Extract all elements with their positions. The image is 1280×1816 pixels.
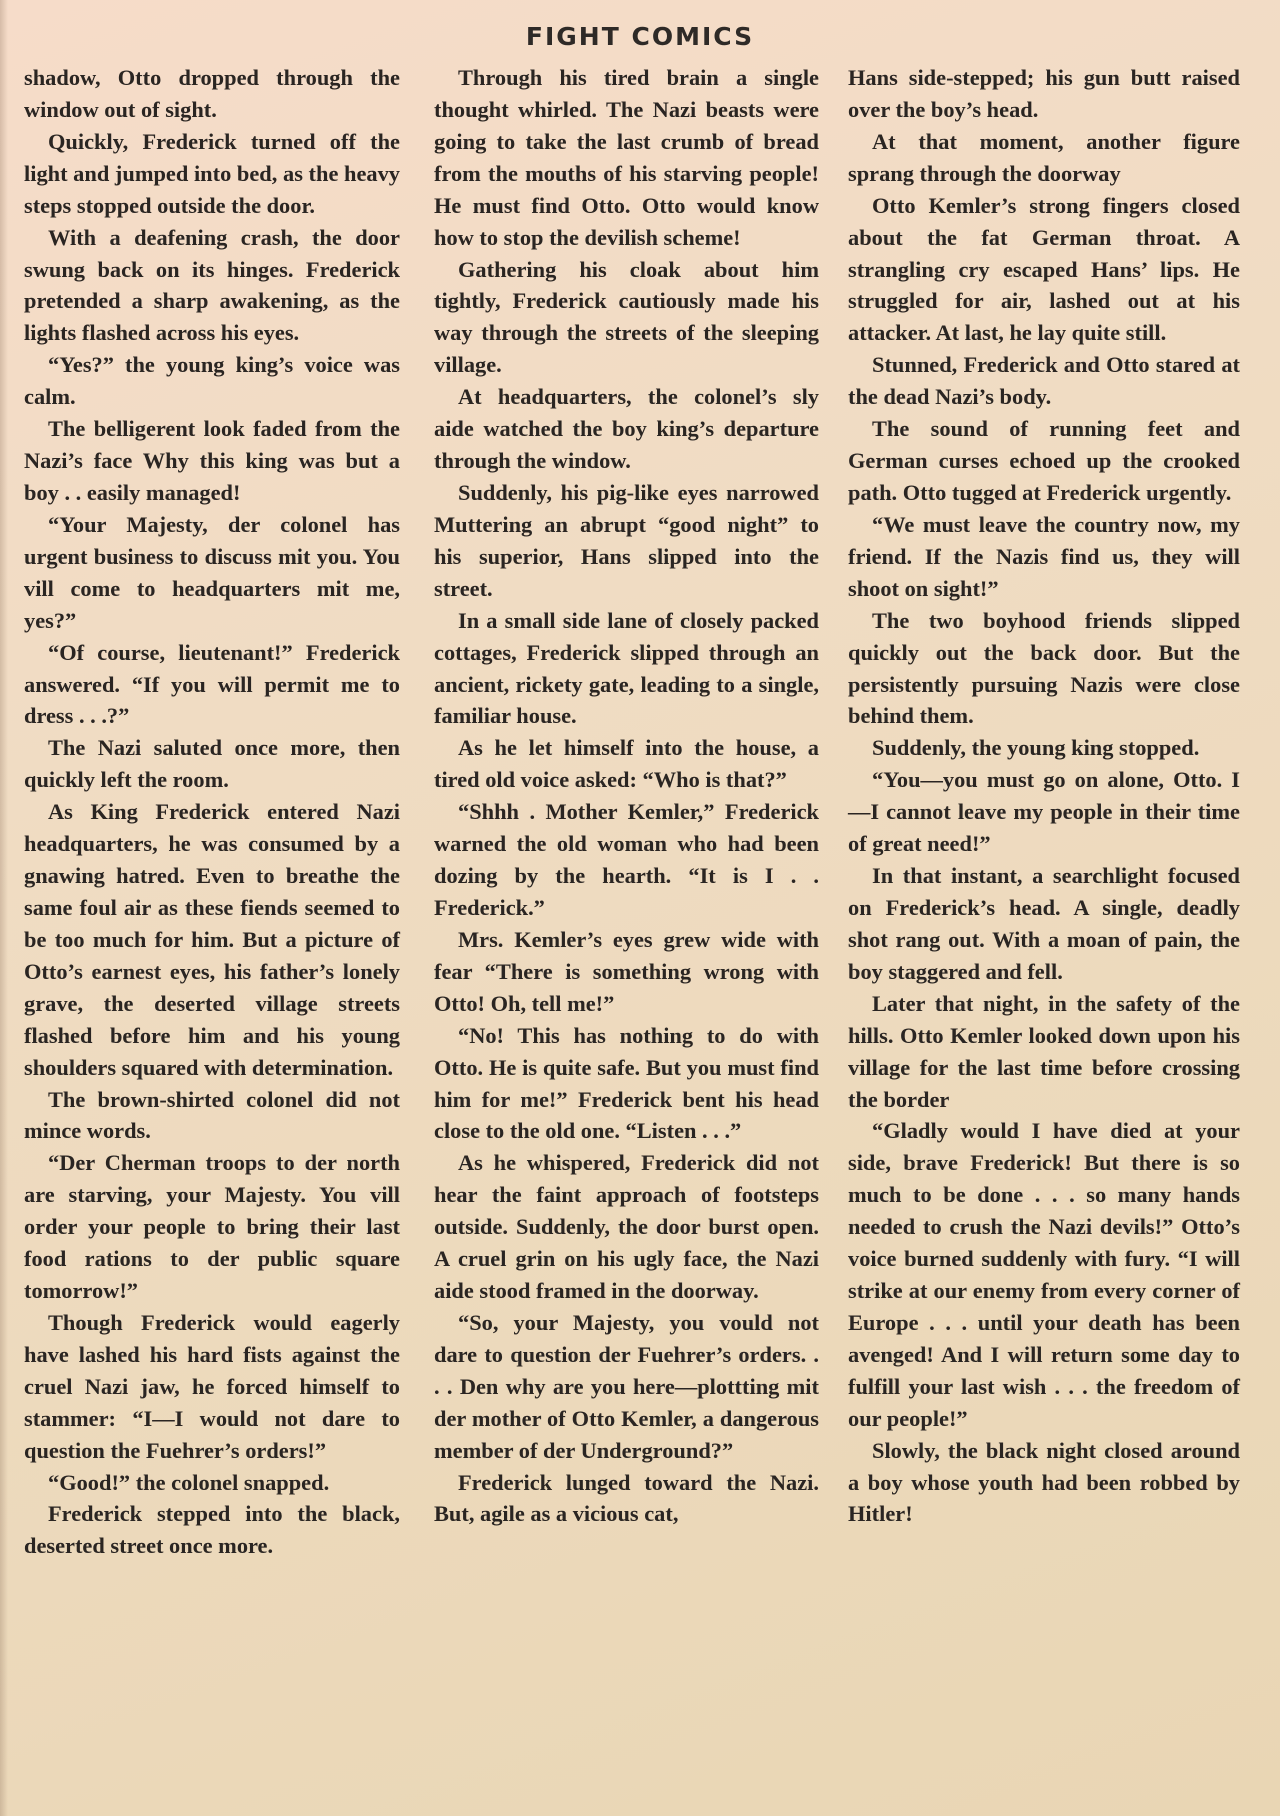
story-paragraph: The sound of running feet and German curses echoed up the crooked path. Otto tugged at Frederick urgently. <box>848 416 1240 505</box>
story-paragraph: “Your Majesty, der colonel has urgent business to discuss mit you. You vill come to headquarters mit me, yes?” <box>24 511 400 633</box>
story-paragraph: “Gladly would I have died at your side, brave Frederick! But there is so much to be done . . . so many hands needed to crush the Nazi devils!” Otto’s voice burned suddenly with fury. “I will strike at our enemy from every corner of Europe . . . until your death has been avenged! And I will return some day to fulfill your last wish . . . the freedom of our people!” <box>848 1118 1240 1431</box>
text-column-2 <box>434 62 819 1530</box>
story-paragraph: “Of course, lieutenant!” Frederick answered. “If you will permit me to dress . . .?” <box>24 639 400 729</box>
story-paragraph: Frederick stepped into the black, deserted street once more. <box>24 1501 400 1559</box>
story-paragraph: “We must leave the country now, my friend. If the Nazis find us, they will shoot on sight!” <box>848 511 1240 601</box>
story-paragraph: “Shhh . Mother Kemler,” Frederick warned the old woman who had been dozing by the hearth. “It is I . . Frederick.” <box>434 799 819 920</box>
text-column-3 <box>848 62 1240 1530</box>
story-paragraph: In that instant, a searchlight focused on Frederick’s head. A single, deadly shot rang out. With a moan of pain, the boy staggered and fell. <box>848 863 1240 984</box>
story-paragraph: Hans side-stepped; his gun butt raised over the boy’s head. <box>848 65 1240 122</box>
story-paragraph: At that moment, another figure sprang through the doorway <box>848 128 1240 186</box>
story-paragraph: As he whispered, Frederick did not hear the faint approach of footsteps outside. Suddenly, the door burst open. A cruel grin on his ugly face, the Nazi aide stood framed in the doorway. <box>434 1150 819 1304</box>
text-column-1 <box>24 62 400 1562</box>
story-paragraph: Mrs. Kemler’s eyes grew wide with fear “There is something wrong with Otto! Oh, tell me!” <box>434 926 819 1016</box>
story-paragraph: Suddenly, the young king stopped. <box>872 735 1200 761</box>
story-paragraph: Frederick lunged toward the Nazi. But, agile as a vicious cat, <box>434 1469 819 1527</box>
story-paragraph: As he let himself into the house, a tired old voice asked: “Who is that?” <box>434 735 819 793</box>
story-paragraph: Though Frederick would eagerly have lashed his hard fists against the cruel Nazi jaw, he forced himself to stammer: “I—I would not dare to question the Fuehrer’s orders!” <box>24 1309 400 1463</box>
page-header-title: FIGHT COMICS <box>525 22 755 51</box>
story-paragraph: As King Frederick entered Nazi headquarters, he was consumed by a gnawing hatred. Even to breathe the same foul air as these fiends seemed to be too much for him. But a picture of Otto’s earnest eyes, his father’s lonely grave, the deserted village streets flashed before him and his young shoulders squared with determination. <box>24 799 400 1080</box>
story-paragraph: Quickly, Frederick turned off the light and jumped into bed, as the heavy steps stopped outside the door. <box>24 128 400 218</box>
story-paragraph: “Der Cherman troops to der north are starving, your Majesty. You vill order your people to bring their last food rations to der public square tomorrow!” <box>24 1150 400 1304</box>
story-paragraph: With a deafening crash, the door swung back on its hinges. Frederick pretended a sharp awakening, as the lights flashed across his eyes. <box>24 224 400 346</box>
story-paragraph: “Good!” the colonel snapped. <box>48 1469 330 1495</box>
story-paragraph: Stunned, Frederick and Otto stared at the dead Nazi’s body. <box>848 352 1240 410</box>
story-paragraph: The belligerent look faded from the Nazi’s face Why this king was but a boy . . easily managed! <box>24 416 400 505</box>
story-paragraph: The brown-shirted colonel did not mince words. <box>24 1086 400 1144</box>
story-paragraph: Later that night, in the safety of the hills. Otto Kemler looked down upon his village for the last time before crossing the border <box>848 990 1240 1112</box>
story-paragraph: Gathering his cloak about him tightly, Frederick cautiously made his way through the streets of the sleeping village. <box>434 256 819 378</box>
story-paragraph: Otto Kemler’s strong fingers closed about the fat German throat. A strangling cry escaped Hans’ lips. He struggled for air, lashed out at his attacker. At last, he lay quite still. <box>848 192 1240 346</box>
story-paragraph: The two boyhood friends slipped quickly out the back door. But the persistently pursuing Nazis were close behind them. <box>848 607 1240 729</box>
story-paragraph: Slowly, the black night closed around a boy whose youth had been robbed by Hitler! <box>848 1437 1240 1527</box>
story-paragraph: At headquarters, the colonel’s sly aide watched the boy king’s departure through the window. <box>434 384 819 474</box>
story-paragraph: The Nazi saluted once more, then quickly left the room. <box>24 735 400 793</box>
story-paragraph: “You—you must go on alone, Otto. I—I cannot leave my people in their time of great need!” <box>848 767 1240 857</box>
story-paragraph: “Yes?” the young king’s voice was calm. <box>24 352 400 410</box>
story-paragraph: In a small side lane of closely packed cottages, Frederick slipped through an ancient, rickety gate, leading to a single, familiar house. <box>434 607 819 729</box>
story-paragraph: Suddenly, his pig-like eyes narrowed Muttering an abrupt “good night” to his superior, Hans slipped into the street. <box>434 479 819 601</box>
page-edge-shadow <box>0 0 8 1816</box>
story-paragraph: shadow, Otto dropped through the window out of sight. <box>24 65 400 122</box>
story-paragraph: “No! This has nothing to do with Otto. He is quite safe. But you must find him for me!” Frederick bent his head close to the old one. “Listen . . .” <box>434 1022 819 1144</box>
story-paragraph: Through his tired brain a single thought whirled. The Nazi beasts were going to take the last crumb of bread from the mouths of his starving people! He must find Otto. Otto would know how to stop the devilish scheme! <box>434 65 819 250</box>
story-paragraph: “So, your Majesty, you vould not dare to question der Fuehrer’s orders. . . . Den why are you here—plottting mit der mother of Otto Kemler, a dangerous member of der Underground?” <box>434 1309 819 1463</box>
